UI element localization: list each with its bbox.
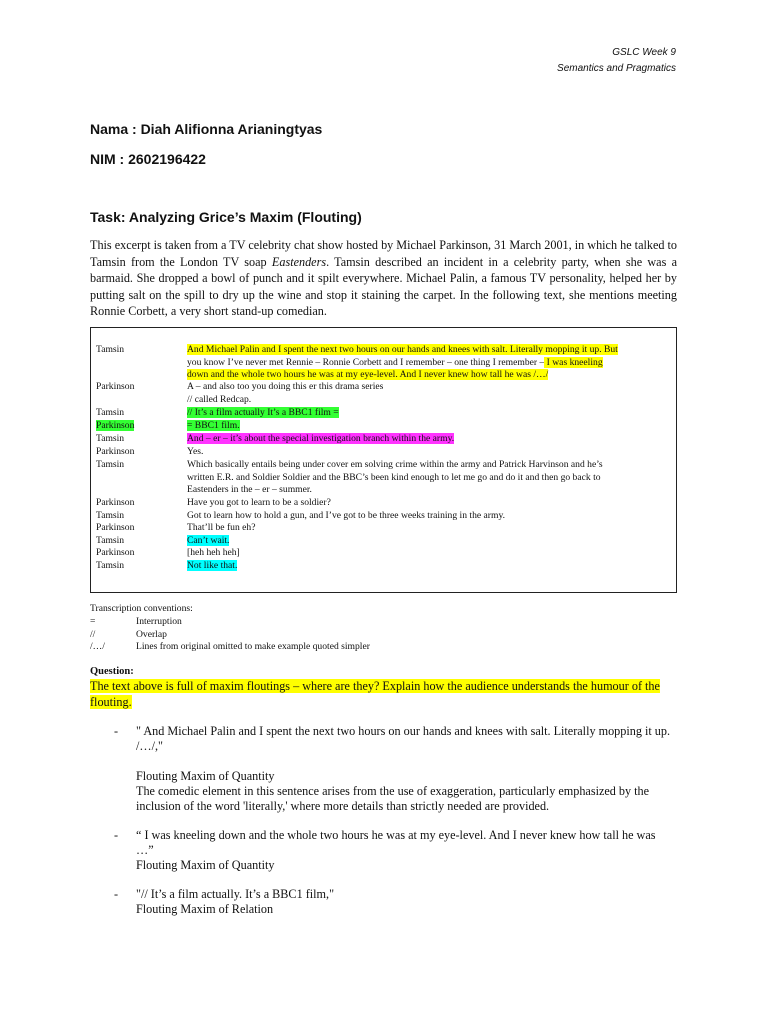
transcript-utterance [187,560,677,573]
utterance-line [187,522,677,535]
utterance-line [187,420,677,433]
transcript-row [96,560,686,573]
utterance-line [187,446,677,459]
utterance-line [187,547,677,560]
transcript-utterance [187,381,677,406]
utterance-line [187,459,677,472]
speaker-name: Parkinson [96,522,135,533]
transcript-utterance [187,446,677,459]
transcript-utterance [187,522,677,535]
transcript-row [96,535,686,548]
convention-meaning: Interruption [136,616,182,627]
transcript-row [96,407,686,420]
utterance-text: That’ll be fun eh? [187,522,256,533]
utterance-text: // It’s a film actually It’s a BBC1 film = [187,407,339,418]
utterance-line [187,344,677,357]
utterance-text: Eastenders in the – er – summer. [187,484,312,496]
transcript-speaker [96,510,176,523]
transcript-speaker [96,535,176,548]
utterance-text: Got to learn how to hold a gun, and I’ve got to be three weeks training in the army. [187,510,506,521]
utterance-line [187,407,677,420]
transcript-row [96,522,686,535]
transcript-utterance [187,459,677,497]
utterance-text: Yes. [187,446,204,457]
transcript-row [96,459,686,497]
transcript-speaker [96,420,176,433]
transcript-row [96,344,686,382]
speaker-name: Parkinson [96,420,135,431]
answer-quote: " And Michael Palin and I spent the next two hours on our hands and knees with salt. Literally mopping it up. /…/," [136,724,671,753]
transcript-utterance [187,407,677,420]
utterance-text: A – and also too you doing this er this drama series [187,381,384,392]
utterance-line [187,433,677,446]
transcript-speaker [96,522,176,535]
answer-explanation: The comedic element in this sentence arises from the use of exaggeration, particularly emphasized by the inclusion of the word 'literally,' where more details than strictly needed are provided. [136,784,650,813]
transcript-row [96,420,686,433]
speaker-name: Tamsin [96,560,125,571]
speaker-name: Tamsin [96,344,125,355]
transcript-row [96,433,686,446]
speaker-name: Tamsin [96,433,125,444]
convention-symbol: = [90,616,96,627]
question-text: The text above is full of maxim floutings – where are they? Explain how the audience understands the humour of the flouting. [90,679,660,709]
transcript-utterance [187,433,677,446]
convention-item [90,616,490,629]
utterance-line [187,497,677,510]
transcript-speaker [96,407,176,420]
utterance-text: And Michael Palin and I spent the next two hours on our hands and knees with salt. Literally mopping it up. But [187,344,618,355]
answer-maxim: Flouting Maxim of Relation [136,902,274,916]
convention-item [90,629,490,642]
utterance-text: Not like that. [187,560,238,571]
utterance-text: written E.R. and Soldier Soldier and the BBC’s been kind enough to let me go and do it and then go back to [187,471,601,483]
convention-symbol: /…/ [90,641,105,653]
spacer [136,754,676,769]
answer-quote: “ I was kneeling down and the whole two hours he was at my eye-level. And I never knew how tall he was …” [136,828,656,857]
convention-item [90,641,490,654]
utterance-text: you know I’ve never met Rennie – Ronnie Corbett and I remember – one thing I remember – [187,356,545,368]
task-title: Task: Analyzing Grice’s Maxim (Flouting) [90,209,362,225]
utterance-text: down and the whole two hours he was at my eye-level. And I never knew how tall he was /…/ [187,369,549,381]
convention-meaning: Lines from original omitted to make example quoted simpler [136,641,370,653]
answer-bullet: - [114,724,119,738]
utterance-text: And – er – it’s about the special investigation branch within the army. [187,433,455,444]
transcript-speaker [96,433,176,446]
transcript-utterance [187,497,677,510]
answer-maxim: Flouting Maxim of Quantity [136,769,275,783]
transcript-speaker [96,344,176,357]
utterance-text: Which basically entails being under cover em solving crime within the army and Patrick Harvinson and he’s [187,459,603,470]
transcript-row [96,510,686,523]
student-nim: NIM : 2602196422 [90,151,206,167]
transcript-speaker [96,459,176,472]
transcript-speaker [96,381,176,394]
answer-item [136,828,676,873]
page-header [557,45,676,77]
transcript-utterance [187,535,677,548]
utterance-text: = BBC1 film. [187,420,240,431]
answer-maxim: Flouting Maxim of Quantity [136,858,275,872]
speaker-name: Parkinson [96,381,135,392]
transcript-speaker [96,547,176,560]
intro-paragraph: This excerpt is taken from a TV celebrity chat show hosted by Michael Parkinson, 31 March 2001, in which he talked to Tamsin from the London TV soap Eastenders. Tamsin described an incident in a celebrity party, when she was a barmaid. She dropped a bowl of punch and it spilt everywhere. Michael Palin, a famous TV personality, helped her by putting salt on the spill to dry up the wine and stop it staining the carpet. In the following text, she mentions meeting Ronnie Corbett, a very short stand-up comedian. [90,238,677,318]
utterance-text: // called Redcap. [187,393,252,405]
speaker-name: Parkinson [96,497,135,508]
answer-bullet: - [114,887,119,901]
transcript-utterance [187,510,677,523]
utterance-line [187,535,677,548]
transcript-row [96,381,686,406]
speaker-name: Parkinson [96,547,135,558]
transcript-row [96,446,686,459]
show-title: Eastenders [271,254,327,269]
transcript-utterance [187,547,677,560]
speaker-name: Parkinson [96,446,135,457]
utterance-line [187,381,677,394]
transcript-speaker [96,497,176,510]
speaker-name: Tamsin [96,407,125,418]
course-week: GSLC Week 9 [612,47,676,58]
answer-bullet: - [114,828,119,842]
utterance-line [187,394,677,407]
question-label: Question: [90,666,134,677]
utterance-text: Can’t wait. [187,535,230,546]
answer-item [136,724,676,814]
utterance-line [187,357,677,370]
utterance-text: [heh heh heh] [187,547,240,558]
utterance-line [187,369,677,382]
utterance-line [187,560,677,573]
transcript-row [96,497,686,510]
utterance-line [187,472,677,485]
conventions-title: Transcription conventions: [90,603,193,614]
utterance-text: Have you got to learn to be a soldier? [187,497,331,508]
convention-symbol: // [90,628,96,640]
convention-meaning: Overlap [136,628,167,640]
speaker-name: Tamsin [96,510,125,521]
course-title: Semantics and Pragmatics [557,63,676,74]
transcript-row [96,547,686,560]
utterance-line [187,484,677,497]
answer-item [136,887,676,917]
speaker-name: Tamsin [96,459,125,470]
student-name: Nama : Diah Alifionna Arianingtyas [90,121,323,137]
utterance-line [187,510,677,523]
transcript-speaker [96,560,176,573]
utterance-highlight: I was kneeling [544,356,603,368]
transcript-utterance [187,344,677,382]
transcript-speaker [96,446,176,459]
transcript-utterance [187,420,677,433]
answer-quote: "// It’s a film actually. It’s a BBC1 film," [136,887,335,901]
speaker-name: Tamsin [96,535,125,546]
